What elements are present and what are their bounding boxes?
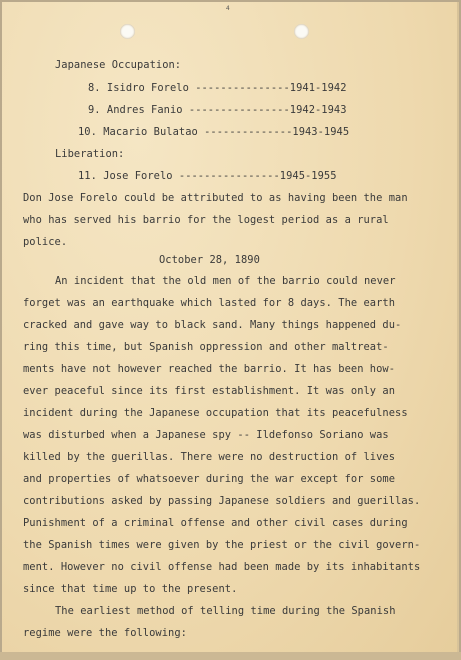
text-line: The earliest method of telling time during the Spanish (55, 605, 396, 617)
text-line: killed by the guerillas. There were no destruction of lives (23, 451, 396, 463)
list-item: 9. Andres Fanio ----------------1942-1943 (88, 104, 347, 116)
list-item: 8. Isidro Forelo ---------------1941-1942 (88, 82, 347, 94)
text-line: who has served his barrio for the logest period as a rural (23, 214, 389, 226)
page-edge (0, 652, 461, 660)
punch-hole-left (120, 24, 135, 39)
list-item: 11. Jose Forelo ----------------1945-1955 (78, 170, 337, 182)
text-line: since that time up to the present. (23, 583, 238, 595)
text-line: and properties of whatsoever during the war except for some (23, 473, 396, 485)
punch-hole-right (294, 24, 309, 39)
date-heading: October 28, 1890 (159, 254, 260, 266)
text-line: Punishment of a criminal offense and other civil cases during (23, 517, 408, 529)
heading-liberation: Liberation: (55, 148, 125, 160)
text-line: incident during the Japanese occupation that its peacefulness (23, 407, 408, 419)
list-item: 10. Macario Bulatao --------------1943-1945 (78, 126, 350, 138)
text-line: ment. However no civil offense had been made by its inhabitants (23, 561, 421, 573)
text-line: ring this time, but Spanish oppression and other maltreat- (23, 341, 389, 353)
text-line: contributions asked by passing Japanese soldiers and guerillas. (23, 495, 421, 507)
document-page (2, 2, 459, 657)
page-number: 4 (226, 5, 230, 12)
heading-japanese-occupation: Japanese Occupation: (55, 59, 182, 71)
text-line: Don Jose Forelo could be attributed to as having been the man (23, 192, 408, 204)
text-line: police. (23, 236, 68, 248)
text-line: regime were the following: (23, 627, 187, 639)
text-line: An incident that the old men of the barrio could never (55, 275, 396, 287)
text-line: the Spanish times were given by the priest or the civil govern- (23, 539, 421, 551)
text-line: forget was an earthquake which lasted for 8 days. The earth (23, 297, 396, 309)
text-line: was disturbed when a Japanese spy -- Ildefonso Soriano was (23, 429, 389, 441)
text-line: ments have not however reached the barrio. It has been how- (23, 363, 396, 375)
text-line: ever peaceful since its first establishment. It was only an (23, 385, 396, 397)
text-line: cracked and gave way to black sand. Many things happened du- (23, 319, 402, 331)
